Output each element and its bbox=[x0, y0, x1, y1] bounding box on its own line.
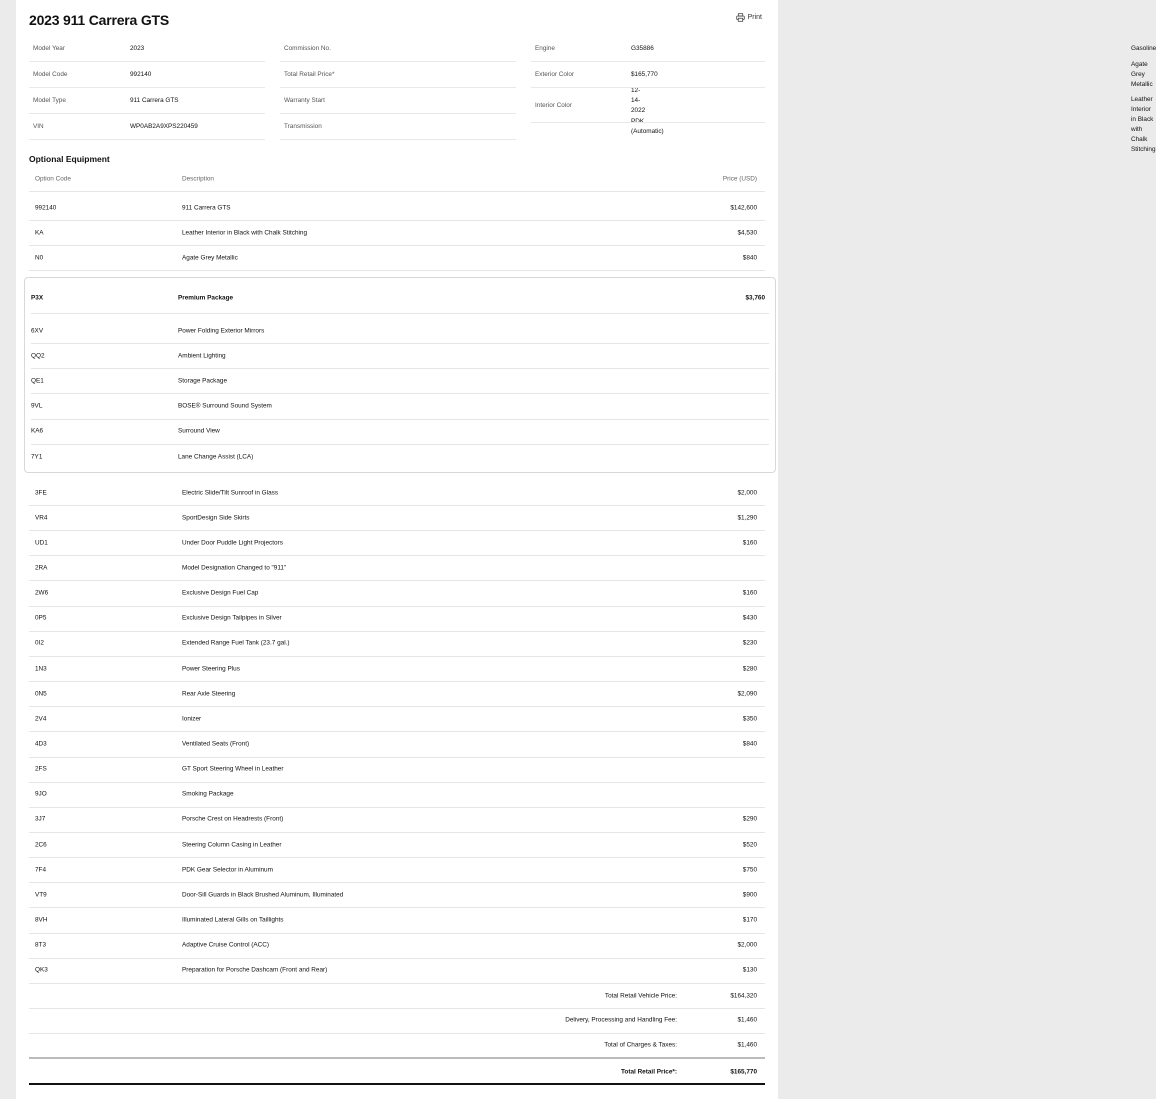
spec-label: Total Retail Price* bbox=[284, 71, 335, 78]
spec-value: 2023 bbox=[130, 44, 145, 52]
total-row bbox=[29, 1032, 765, 1057]
header-option-code: Option Code bbox=[35, 175, 71, 182]
option-description: Electric Slide/Tilt Sunroof in Glass bbox=[182, 489, 279, 496]
option-code: 3FE bbox=[35, 489, 47, 496]
option-description: Lane Change Assist (LCA) bbox=[178, 453, 254, 460]
option-description: Power Steering Plus bbox=[182, 665, 240, 673]
option-code: VT9 bbox=[35, 891, 47, 899]
table-row bbox=[29, 220, 765, 246]
option-price: $4,530 bbox=[737, 229, 757, 237]
table-row bbox=[29, 908, 765, 934]
spec-value: Gasoline bbox=[1131, 44, 1156, 52]
table-row bbox=[29, 882, 765, 908]
option-description: Power Folding Exterior Mirrors bbox=[178, 327, 265, 334]
option-description: 911 Carrera GTS bbox=[182, 204, 231, 211]
option-description: Adaptive Cruise Control (ACC) bbox=[182, 941, 270, 949]
option-code: UD1 bbox=[35, 539, 48, 547]
option-description: Preparation for Porsche Dashcam (Front and Rear) bbox=[182, 966, 328, 974]
table-row bbox=[29, 857, 765, 883]
total-label: Delivery, Processing and Handling Fee: bbox=[565, 1016, 677, 1024]
table-row bbox=[29, 530, 765, 556]
total-amount: $164,320 bbox=[730, 992, 757, 999]
spec-value: PDK (Automatic) bbox=[631, 117, 664, 135]
table-row bbox=[29, 681, 765, 707]
option-price: $350 bbox=[742, 715, 757, 723]
option-description: Under Door Puddle Light Projectors bbox=[182, 539, 283, 547]
spec-value: WP0AB2A9XPS220459 bbox=[130, 122, 198, 130]
spec-column bbox=[29, 36, 265, 140]
option-code: 6XV bbox=[31, 327, 44, 334]
option-code: 992140 bbox=[35, 204, 57, 211]
spec-label: Exterior Color bbox=[535, 71, 575, 78]
option-description: Door-Sill Guards in Black Brushed Aluminum, Illuminated bbox=[182, 891, 344, 899]
option-code: 2V4 bbox=[35, 715, 47, 723]
option-code: 2C6 bbox=[35, 841, 47, 849]
option-code: 0N5 bbox=[35, 690, 47, 698]
option-code: 1N3 bbox=[35, 665, 47, 673]
option-code: 0I2 bbox=[35, 639, 44, 647]
table-row bbox=[29, 505, 765, 531]
option-price: $750 bbox=[742, 866, 757, 874]
option-code: KA6 bbox=[31, 427, 44, 435]
final-total-label: Total Retail Price*: bbox=[621, 1068, 677, 1075]
option-description: Leather Interior in Black with Chalk Stitching bbox=[182, 229, 308, 237]
package-item-row bbox=[31, 394, 769, 420]
spec-value: $165,770 bbox=[631, 70, 658, 78]
option-price: $230 bbox=[742, 639, 757, 647]
option-description: Storage Package bbox=[178, 377, 228, 385]
spec-label: Engine bbox=[535, 45, 555, 52]
option-description: Ambient Lighting bbox=[178, 352, 226, 360]
table-row bbox=[29, 245, 765, 271]
table-row bbox=[29, 555, 765, 581]
option-code: KA bbox=[35, 229, 44, 237]
total-amount: $1,460 bbox=[737, 1016, 757, 1024]
option-code: QE1 bbox=[31, 377, 44, 385]
table-header bbox=[29, 166, 765, 192]
option-code: P3X bbox=[31, 294, 44, 301]
option-price: $2,000 bbox=[737, 489, 757, 496]
spec-row bbox=[531, 60, 1153, 88]
option-description: Premium Package bbox=[178, 294, 234, 301]
option-description: Ionizer bbox=[182, 715, 202, 723]
spec-row bbox=[531, 36, 1156, 62]
spec-row bbox=[29, 62, 265, 88]
spec-label: VIN bbox=[33, 123, 44, 130]
spec-value: 911 Carrera GTS bbox=[130, 96, 179, 104]
option-code: 2FS bbox=[35, 765, 47, 773]
printer-icon bbox=[736, 13, 745, 22]
option-code: 2W6 bbox=[35, 589, 49, 597]
option-code: VR4 bbox=[35, 514, 48, 522]
option-description: SportDesign Side Skirts bbox=[182, 514, 250, 522]
table-row bbox=[29, 581, 765, 607]
table-row bbox=[29, 480, 765, 506]
package-item-row bbox=[31, 368, 769, 394]
total-row bbox=[29, 983, 765, 1009]
spec-label: Model Type bbox=[33, 97, 66, 104]
package-item-row bbox=[31, 318, 769, 344]
package-item-row bbox=[31, 444, 769, 469]
option-code: QQ2 bbox=[31, 352, 45, 360]
option-code: 9JO bbox=[35, 790, 47, 798]
option-price: $520 bbox=[742, 841, 757, 849]
table-row bbox=[29, 933, 765, 959]
option-price: $1,290 bbox=[737, 514, 757, 522]
total-row bbox=[29, 1008, 765, 1034]
option-description: Surround View bbox=[178, 427, 220, 435]
option-description: Exclusive Design Fuel Cap bbox=[182, 589, 259, 597]
table-row bbox=[29, 832, 765, 858]
option-price: $160 bbox=[742, 589, 757, 597]
spec-row bbox=[29, 114, 265, 140]
option-price: $430 bbox=[742, 614, 757, 622]
table-row bbox=[29, 958, 765, 984]
option-code: 4D3 bbox=[35, 740, 47, 748]
total-label: Total of Charges & Taxes: bbox=[604, 1041, 677, 1048]
table-row bbox=[29, 195, 765, 221]
option-price: $840 bbox=[742, 740, 757, 748]
option-description: Porsche Crest on Headrests (Front) bbox=[182, 815, 284, 823]
option-description: Exclusive Design Tailpipes in Silver bbox=[182, 614, 282, 622]
option-code: 0P5 bbox=[35, 614, 47, 622]
spec-value: G35886 bbox=[631, 44, 654, 52]
optional-equipment-title: Optional Equipment bbox=[29, 154, 110, 164]
option-price: $2,090 bbox=[737, 690, 757, 698]
option-price: $290 bbox=[742, 815, 757, 823]
option-code: 3J7 bbox=[35, 815, 46, 823]
table-row bbox=[29, 782, 765, 808]
option-description: Illuminated Lateral Gills on Taillights bbox=[182, 916, 284, 924]
package-item-row bbox=[31, 343, 769, 369]
divider bbox=[29, 1057, 765, 1059]
option-price: $2,000 bbox=[737, 941, 757, 949]
spec-label: Interior Color bbox=[535, 101, 572, 109]
option-code: QK3 bbox=[35, 966, 48, 974]
spec-label: Model Year bbox=[33, 45, 65, 52]
option-price: $142,600 bbox=[730, 204, 757, 211]
option-code: 8VH bbox=[35, 916, 48, 924]
table-row bbox=[29, 757, 765, 783]
spec-row bbox=[280, 114, 664, 140]
spec-label: Model Code bbox=[33, 71, 68, 78]
spec-row bbox=[29, 36, 265, 62]
option-code: 7Y1 bbox=[31, 453, 43, 460]
option-price: $130 bbox=[742, 966, 757, 974]
print-button[interactable] bbox=[736, 13, 762, 22]
option-price: $280 bbox=[742, 665, 757, 673]
final-total-amount: $165,770 bbox=[730, 1068, 757, 1075]
option-price: $840 bbox=[742, 254, 757, 262]
print-label: Print bbox=[747, 14, 762, 21]
header-price: Price (USD) bbox=[722, 175, 757, 182]
spec-label: Transmission bbox=[284, 123, 322, 130]
table-row bbox=[29, 606, 765, 632]
spec-value: 12-14-2022 bbox=[631, 86, 646, 114]
option-description: Steering Column Casing in Leather bbox=[182, 841, 282, 849]
table-row bbox=[29, 706, 765, 732]
option-code: 9VL bbox=[31, 402, 43, 410]
option-code: 2RA bbox=[35, 564, 48, 572]
page-title: 2023 911 Carrera GTS bbox=[29, 12, 169, 28]
final-total-row bbox=[29, 1059, 765, 1084]
vehicle-specs bbox=[29, 36, 1156, 153]
option-code: 8T3 bbox=[35, 941, 47, 949]
option-description: Extended Range Fuel Tank (23.7 gal.) bbox=[182, 639, 290, 647]
total-amount: $1,460 bbox=[737, 1041, 757, 1048]
spec-value: 992140 bbox=[130, 70, 152, 78]
spec-value: Agate Grey Metallic bbox=[1131, 60, 1153, 88]
option-description: Rear Axle Steering bbox=[182, 690, 236, 698]
option-description: GT Sport Steering Wheel in Leather bbox=[182, 765, 284, 773]
premium-package-group bbox=[24, 277, 776, 473]
spec-row bbox=[29, 88, 265, 114]
divider bbox=[29, 1083, 765, 1085]
package-row bbox=[31, 282, 769, 314]
spec-label: Commission No. bbox=[284, 45, 331, 52]
option-price: $900 bbox=[742, 891, 757, 899]
header-description: Description bbox=[182, 175, 214, 182]
option-price: $3,760 bbox=[745, 294, 765, 301]
spec-label: Warranty Start bbox=[284, 97, 325, 104]
option-description: BOSE® Surround Sound System bbox=[178, 402, 272, 410]
option-price: $170 bbox=[742, 916, 757, 924]
total-label: Total Retail Vehicle Price: bbox=[604, 992, 677, 999]
option-description: Model Designation Changed to "911" bbox=[182, 564, 287, 572]
table-row bbox=[29, 807, 765, 833]
table-row bbox=[29, 732, 765, 758]
option-description: Agate Grey Metallic bbox=[182, 254, 238, 262]
table-row bbox=[29, 631, 765, 657]
option-description: PDK Gear Selector in Aluminum bbox=[182, 866, 273, 874]
spec-value: Leather Interior in Black with Chalk Stitching bbox=[1131, 96, 1156, 153]
window-sticker-sheet bbox=[16, 0, 1156, 1099]
option-price: $160 bbox=[742, 539, 757, 547]
option-description: Ventilated Seats (Front) bbox=[182, 740, 250, 748]
table-row bbox=[29, 656, 765, 682]
option-code: N0 bbox=[35, 254, 44, 262]
package-item-row bbox=[31, 419, 769, 445]
option-code: 7F4 bbox=[35, 866, 47, 874]
option-description: Smoking Package bbox=[182, 790, 234, 798]
